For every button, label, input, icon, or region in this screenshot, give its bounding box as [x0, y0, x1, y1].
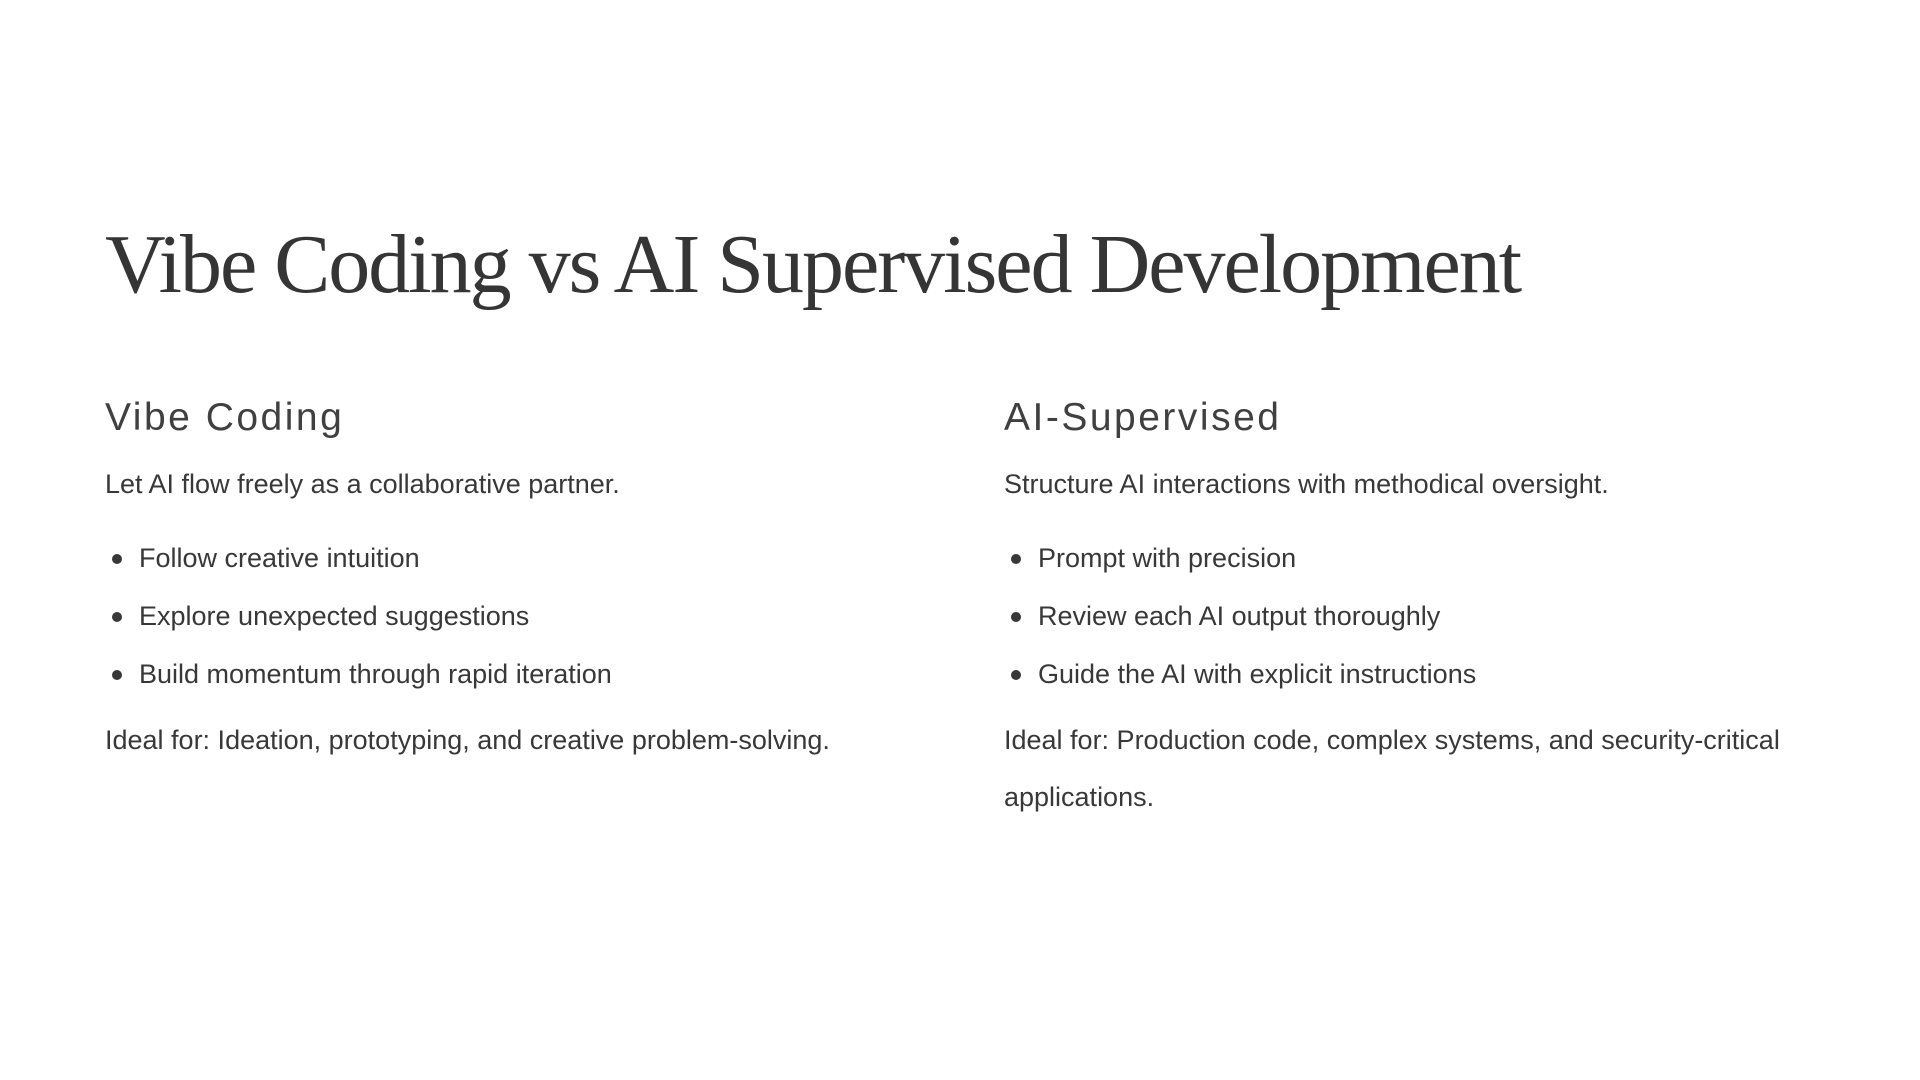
list-item — [1004, 654, 1894, 694]
vibe-coding-description: Let AI flow freely as a collaborative partner. — [105, 469, 620, 499]
list-item-text: Build momentum through rapid iteration — [139, 659, 612, 689]
list-item — [1004, 538, 1894, 578]
list-item-text: Review each AI output thoroughly — [1038, 601, 1441, 631]
list-item-text: Explore unexpected suggestions — [139, 601, 530, 631]
list-item — [105, 596, 955, 636]
list-item — [105, 654, 955, 694]
vibe-coding-column — [105, 390, 955, 769]
list-item — [105, 538, 955, 578]
bullet-dot-icon — [112, 554, 122, 564]
vibe-coding-ideal-for: Ideal for: Ideation, prototyping, and creative problem-solving. — [105, 725, 830, 755]
ai-supervised-bullet-list — [1004, 538, 1894, 694]
list-item-text: Prompt with precision — [1038, 543, 1297, 573]
list-item — [1004, 596, 1894, 636]
bullet-dot-icon — [1011, 554, 1021, 564]
bullet-dot-icon — [112, 670, 122, 680]
ai-supervised-description: Structure AI interactions with methodical oversight. — [1004, 469, 1609, 499]
slide-title: Vibe Coding vs AI Supervised Development — [105, 218, 1521, 311]
ai-supervised-column — [1004, 390, 1894, 826]
bullet-dot-icon — [1011, 670, 1021, 680]
list-item-text: Follow creative intuition — [139, 543, 420, 573]
list-item-text: Guide the AI with explicit instructions — [1038, 659, 1477, 689]
ai-supervised-heading: AI-Supervised — [1004, 396, 1282, 439]
ai-supervised-ideal-for: Ideal for: Production code, complex systems, and security-critical applications. — [1004, 725, 1780, 812]
bullet-dot-icon — [1011, 612, 1021, 622]
vibe-coding-bullet-list — [105, 538, 955, 694]
vibe-coding-heading: Vibe Coding — [105, 396, 345, 439]
bullet-dot-icon — [112, 612, 122, 622]
